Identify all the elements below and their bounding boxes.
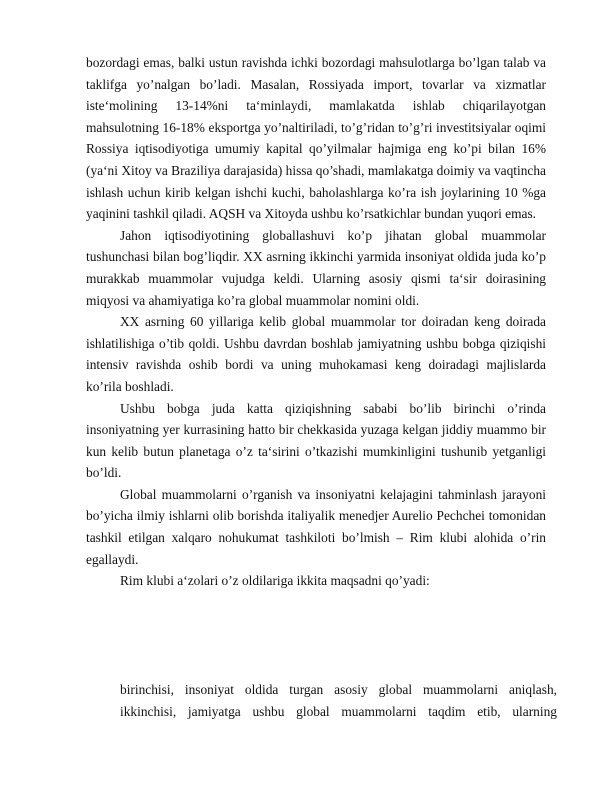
paragraph-interest-reason: Ushbu bobga juda katta qiziqishning sababi bo’lib birinchi o’rinda insoniyatning yer kurrasining hatto bir chekkasida yuzaga kelgan jiddiy muammo bir kun kelib butun planetaga o’z ta‘sirini o’tkazishi mumkinligini tushunib yetganligi bo’ldi.	[86, 400, 546, 481]
body-text	[86, 52, 546, 592]
paragraph-1960s: XX asrning 60 yillariga kelib global muammolar tor doiradan keng doirada ishlatilishiga o’tib qoldi. Ushbu davrdan boshlab jamiyatning ushbu bobga qiziqishi intensiv ravishda oshib bordi va uning muhokamasi keng doiradagi majlislarda ko’rila boshladi.	[86, 314, 546, 394]
list-item-second: ikkinchisi, jamiyatga ushbu global muammolarni taqdim etib, ularning	[120, 704, 557, 719]
paragraph-continuation: bozordagi emas, balki ustun ravishda ichki bozordagi mahsulotlarga bo’lgan talab va taklifga yo’nalgan bo’ladi. Masalan, Rossiyada import, tovarlar va xizmatlar iste‘molining 13-14%ni ta‘minlaydi, mamlakatda ishlab chiqarilayotgan mahsulotning 16-18% eksportga yo’naltiriladi, to’g’ridan to’g’ri investitsiyalar oqimi Rossiya iqtisodiyotiga umumiy kapital qo’yilmalar hajmiga eng ko’pi bilan 16% (ya‘ni Xitoy va Braziliya darajasida) hissa qo’shadi, mamlakatga doimiy va vaqtincha ishlash uchun kirib kelgan ishchi kuchi, baholashlarga ko’ra ish joylarining 10 %ga yaqinini tashkil qiladi. AQSH va Xitoyda ushbu ko’rsatkichlar bundan yuqori emas.	[86, 55, 546, 222]
list-item-first: birinchisi, insoniyat oldida turgan asosiy global muammolarni aniqlash,	[120, 682, 557, 697]
paragraph-rome-club: Global muammolarni o’rganish va insoniyatni kelajagini tahminlash jarayoni bo’yicha ilmiy ishlarni olib borishda italiyalik menedjer Aurelio Pechchei tomonidan tashkil etilgan xalqaro nohukumat tashkiloti bo’lmish – Rim klubi alohida o’rin egallaydi.	[86, 486, 546, 567]
goals-list	[120, 679, 557, 723]
paragraph-goals-intro: Rim klubi a‘zolari o’z oldilariga ikkita maqsadni qo’yadi:	[120, 573, 430, 589]
paragraph-globalization: Jahon iqtisodiyotining globallashuvi ko’p jihatan global muammolar tushunchasi bilan bog’liqdir. XX asrning ikkinchi yarmida insoniyat oldida juda ko’p murakkab muammolar vujudga keldi. Ularning asosiy qismi ta‘sir doirasining miqyosi va ahamiyatiga ko’ra global muammolar nomini oldi.	[86, 227, 546, 308]
